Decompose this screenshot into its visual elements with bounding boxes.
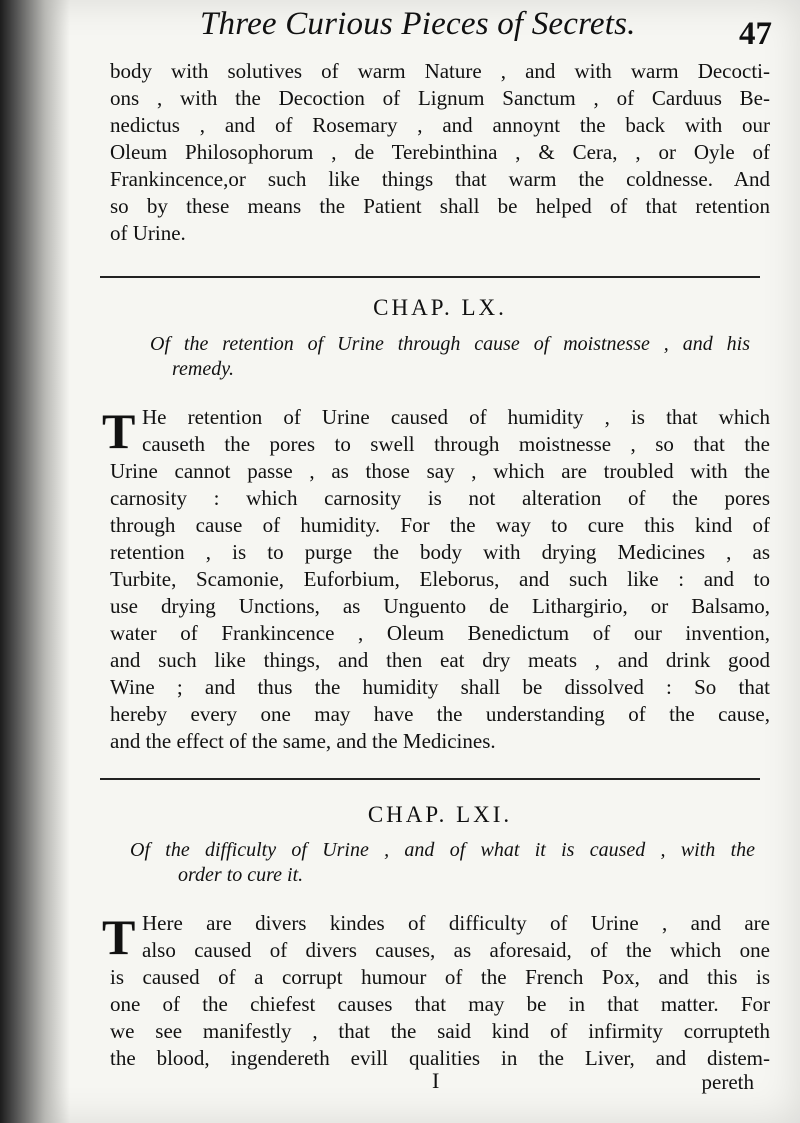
text-line: Here are divers kindes of difficulty of Urine , and are <box>142 911 770 935</box>
subtitle-line: remedy. <box>172 358 235 380</box>
page-number: 47 <box>739 16 772 52</box>
text-line: water of Frankincence , Oleum Benedictum of our invention, <box>110 621 770 645</box>
chapter-heading: CHAP. LXI. <box>367 802 513 827</box>
chapter-paragraph <box>102 909 770 1072</box>
intro-paragraph <box>110 58 770 247</box>
text-line: Turbite, Scamonie, Euforbium, Eleborus, and such like : and to <box>110 567 770 591</box>
text-line: use drying Unctions, as Unguento de Lithargirio, or Balsamo, <box>110 594 770 618</box>
text-line: and such like things, and then eat dry meats , and drink good <box>110 648 770 672</box>
subtitle-line: Of the difficulty of Urine , and of what it is caused , with the <box>130 839 755 861</box>
text-line: body with solutives of warm Nature , and with warm Decocti- <box>110 59 770 83</box>
text-line: so by these means the Patient shall be helped of that retention <box>110 194 770 218</box>
subtitle-line: Of the retention of Urine through cause of moistnesse , and his <box>150 333 750 355</box>
chapter-subtitle <box>150 332 750 382</box>
chapter-paragraph <box>102 403 770 755</box>
text-line: the blood, ingendereth evill qualities in the Liver, and distem- <box>110 1046 770 1070</box>
text-line: Wine ; and thus the humidity shall be dissolved : So that <box>110 675 770 699</box>
chapter-subtitle <box>130 838 755 888</box>
text-line: one of the chiefest causes that may be in that matter. For <box>110 992 770 1016</box>
text-line: Frankincence,or such like things that warm the coldnesse. And <box>110 167 770 191</box>
text-line: nedictus , and of Rosemary , and annoynt the back with our <box>110 113 770 137</box>
running-head: Three Curious Pieces of Secrets. <box>200 6 636 42</box>
text-line: causeth the pores to swell through moistnesse , so that the <box>142 432 770 456</box>
text-line: ons , with the Decoction of Lignum Sanctum , of Carduus Be- <box>110 86 770 110</box>
drop-cap: T <box>102 403 136 459</box>
section-divider <box>100 778 760 780</box>
text-line: also caused of divers causes, as aforesaid, of the which one <box>142 938 770 962</box>
section-divider <box>100 276 760 278</box>
text-line: is caused of a corrupt humour of the French Pox, and this is <box>110 965 770 989</box>
text-line: and the effect of the same, and the Medicines. <box>110 729 496 753</box>
signature-mark: I <box>432 1068 440 1093</box>
chapter-heading: CHAP. LX. <box>373 295 507 320</box>
text-line: carnosity : which carnosity is not alteration of the pores <box>110 486 770 510</box>
drop-cap: T <box>102 909 136 965</box>
binding-shadow <box>0 0 70 1123</box>
text-line: hereby every one may have the understanding of the cause, <box>110 702 770 726</box>
text-line: of Urine. <box>110 221 186 245</box>
text-line: retention , is to purge the body with drying Medicines , as <box>110 540 770 564</box>
text-line: we see manifestly , that the said kind of infirmity corrupteth <box>110 1019 770 1043</box>
text-line: Urine cannot passe , as those say , which are troubled with the <box>110 459 770 483</box>
text-line: through cause of humidity. For the way to cure this kind of <box>110 513 770 537</box>
catchword: pereth <box>701 1070 754 1094</box>
subtitle-line: order to cure it. <box>178 864 304 886</box>
text-line: Oleum Philosophorum , de Terebinthina , & Cera, , or Oyle of <box>110 140 770 164</box>
text-line: He retention of Urine caused of humidity , is that which <box>142 405 770 429</box>
